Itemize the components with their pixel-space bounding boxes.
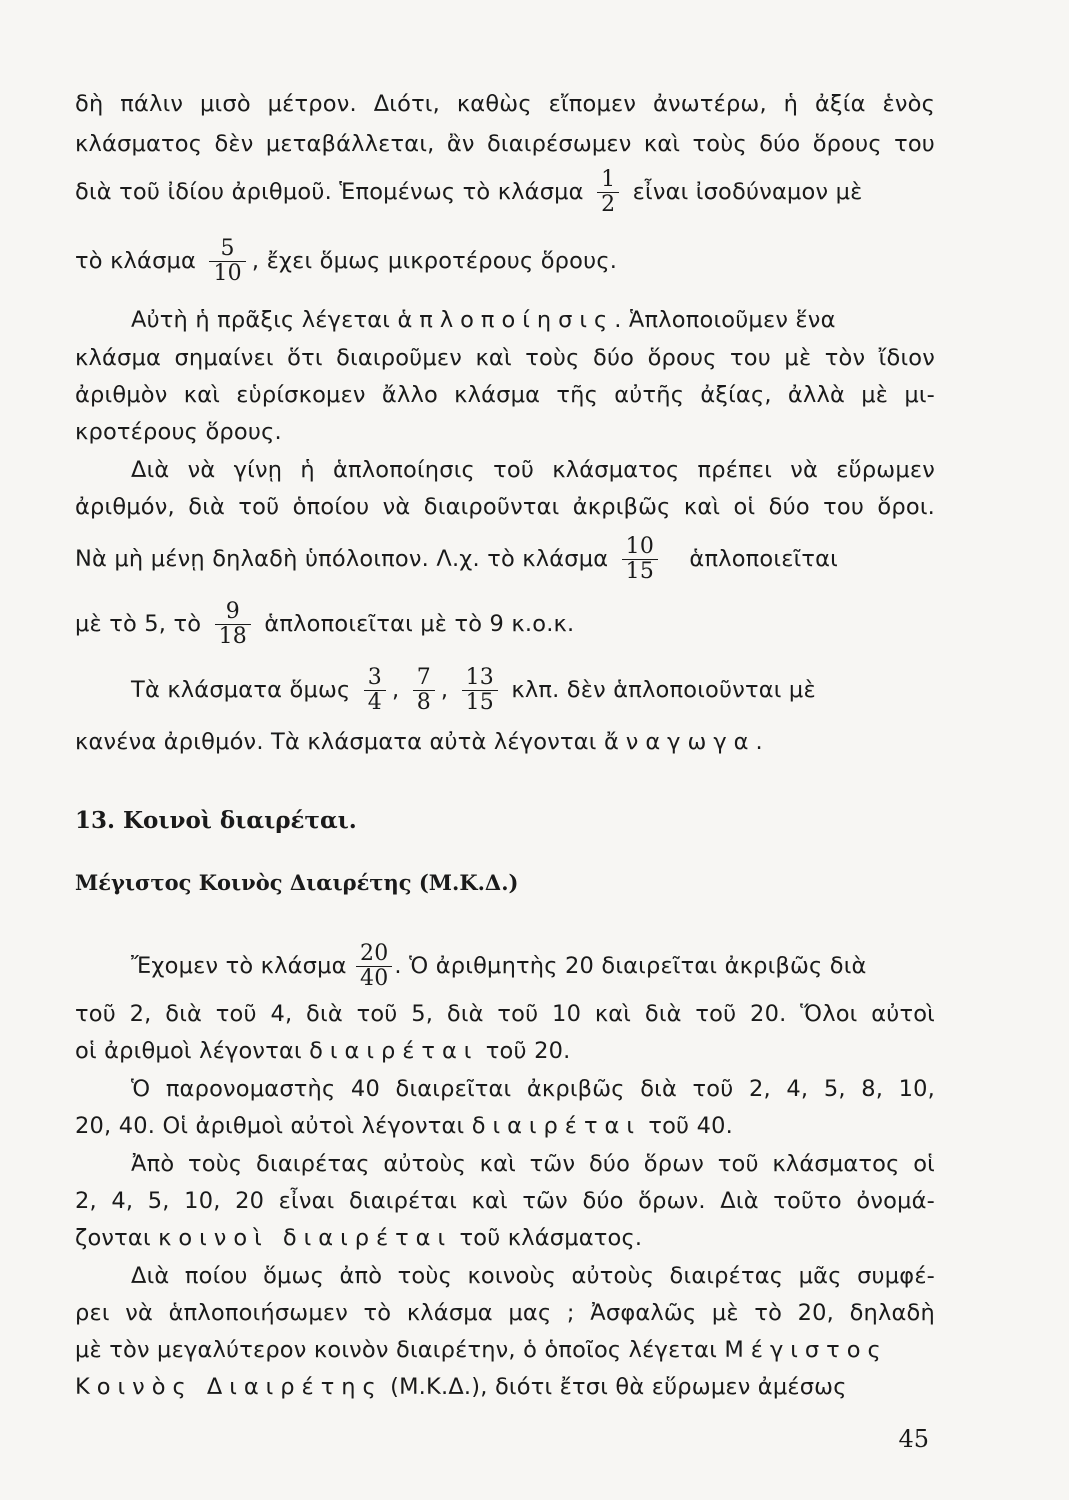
text: ἁπλοποιεῖται (689, 546, 838, 572)
paragraph-line: Διὰ ποίου ὅμως ἀπὸ τοὺς κοινοὺς αὐτοὺς διαιρέτας μᾶς συμφέ- (131, 1263, 935, 1289)
subsection-heading: Μέγιστος Κοινὸς Διαιρέτης (Μ.Κ.Δ.) (75, 870, 519, 895)
text: , ἔχει ὅμως μικροτέρους ὅρους. (251, 248, 618, 274)
spaced-term: διαιρέται (471, 1113, 641, 1139)
paragraph-line (75, 1224, 935, 1252)
text: ζονται (75, 1225, 151, 1251)
fraction-20-40: $\frac{20}{40}$ (356, 942, 392, 991)
paragraph-line: 2, 4, 5, 10, 20 εἶναι διαιρέται καὶ τῶν δύο ὅρων. Διὰ τοῦτο ὀνομά- (75, 1188, 935, 1214)
paragraph-line: κλάσματος δὲν μεταβάλλεται, ἂν διαιρέσωμεν καὶ τοὺς δύο ὅρους του (75, 131, 935, 157)
paragraph-line (75, 1336, 935, 1364)
text: μὲ τὸν μεγαλύτερον κοινὸν διαιρέτην, ὁ ὁποῖος λέγεται (75, 1337, 718, 1363)
paragraph-line (75, 600, 935, 649)
spaced-term: κοινοὶ διαιρέται (158, 1225, 453, 1251)
paragraph-line (75, 728, 935, 756)
text: 20, 40. Οἱ ἀριθμοὶ αὐτοὶ λέγονται (75, 1113, 465, 1139)
spaced-term: διαιρέται (309, 1038, 479, 1064)
page-number: 45 (898, 1425, 929, 1453)
paragraph-line: δὴ πάλιν μισὸ μέτρον. Διότι, καθὼς εἴπομεν ἀνωτέρω, ἡ ἀξία ἑνὸς (75, 91, 935, 117)
paragraph-line: ρει νὰ ἁπλοποιήσωμεν τὸ κλάσμα μας ; Ἀσφαλῶς μὲ τὸ 20, δηλαδὴ (75, 1300, 935, 1326)
paragraph-line: ἀριθμὸν καὶ εὑρίσκομεν ἄλλο κλάσμα τῆς αὐτῆς ἀξίας, ἀλλὰ μὲ μι- (75, 382, 935, 408)
text: μὲ τὸ 5, τὸ (75, 611, 202, 637)
text: διὰ τοῦ ἰδίου ἀριθμοῦ. Ἑπομένως τὸ κλάσμα (75, 179, 584, 205)
text: Αὐτὴ ἡ πρᾶξις λέγεται (131, 307, 391, 333)
text: Νὰ μὴ μένῃ δηλαδὴ ὑπόλοιπον. Λ.χ. τὸ κλάσμα (75, 546, 609, 572)
paragraph-line: Ὁ παρονομαστὴς 40 διαιρεῖται ἀκριβῶς διὰ τοῦ 2, 4, 5, 8, 10, (131, 1076, 935, 1102)
paragraph-line: κροτέρους ὅρους. (75, 419, 282, 445)
text: οἱ ἀριθμοὶ λέγονται (75, 1038, 302, 1064)
text: τοῦ κλάσματος. (459, 1225, 643, 1251)
text: . (755, 729, 763, 755)
paragraph-line (131, 306, 935, 334)
paragraph-line (75, 1373, 935, 1401)
spaced-term: ἄναγωγα (603, 729, 756, 755)
paragraph-line: ἀριθμόν, διὰ τοῦ ὁποίου νὰ διαιροῦνται ἀκριβῶς καὶ οἱ δύο του ὅροι. (75, 494, 935, 520)
text: τοῦ 40. (648, 1113, 733, 1139)
text: . Ἁπλοποιοῦμεν ἕνα (614, 307, 836, 333)
text: . Ὁ ἀριθμητὴς 20 διαιρεῖται ἀκριβῶς διὰ (394, 953, 867, 979)
text: εἶναι ἰσοδύναμον μὲ (632, 179, 863, 205)
text: (Μ.Κ.Δ.), διότι ἔτσι θὰ εὕρωμεν ἀμέσως (390, 1374, 847, 1400)
spaced-term: ἁπλοποίησις (397, 307, 615, 333)
paragraph-line (75, 1112, 935, 1140)
paragraph-line: Διὰ νὰ γίνῃ ἡ ἁπλοποίησις τοῦ κλάσματος πρέπει νὰ εὕρωμεν (131, 457, 935, 483)
fraction-10-15: $\frac{10}{15}$ (622, 535, 658, 584)
fraction-3-4: $\frac{3}{4}$ (364, 666, 386, 715)
paragraph-line (131, 666, 935, 715)
fraction-9-18: $\frac{9}{18}$ (215, 600, 251, 649)
spaced-term: Κοινὸς Διαιρέτης (75, 1374, 383, 1400)
fraction-7-8: $\frac{7}{8}$ (413, 666, 435, 715)
text: κανένα ἀριθμόν. Τὰ κλάσματα αὐτὰ λέγονται (75, 729, 597, 755)
fraction-13-15: $\frac{13}{15}$ (462, 666, 498, 715)
text: Τὰ κλάσματα ὅμως (131, 677, 351, 703)
paragraph-line (75, 168, 935, 217)
paragraph-line (131, 942, 935, 991)
paragraph-line (75, 535, 935, 584)
fraction-1-2: $\frac{1}{2}$ (597, 168, 619, 217)
text: ἁπλοποιεῖται μὲ τὸ 9 κ.ο.κ. (264, 611, 575, 637)
paragraph-line: τοῦ 2, διὰ τοῦ 4, διὰ τοῦ 5, διὰ τοῦ 10 καὶ διὰ τοῦ 20. Ὅλοι αὐτοὶ (75, 1001, 935, 1027)
fraction-5-10: $\frac{5}{10}$ (209, 237, 245, 286)
section-heading: 13. Κοινοὶ διαιρέται. (75, 807, 357, 834)
paragraph-line: κλάσμα σημαίνει ὅτι διαιροῦμεν καὶ τοὺς δύο ὅρους του μὲ τὸν ἴδιον (75, 345, 935, 371)
paragraph-line (75, 237, 935, 286)
text: κλπ. δὲν ἁπλοποιοῦνται μὲ (511, 677, 816, 703)
text: Ἔχομεν τὸ κλάσμα (131, 953, 347, 979)
paragraph-line: Ἀπὸ τοὺς διαιρέτας αὐτοὺς καὶ τῶν δύο ὅρων τοῦ κλάσματος οἱ (131, 1151, 935, 1177)
comma: , (440, 677, 449, 703)
spaced-term: Μέγιστος (724, 1337, 888, 1363)
text: τὸ κλάσμα (75, 248, 197, 274)
paragraph-line (75, 1037, 935, 1065)
text: τοῦ 20. (485, 1038, 571, 1064)
comma: , (391, 677, 400, 703)
